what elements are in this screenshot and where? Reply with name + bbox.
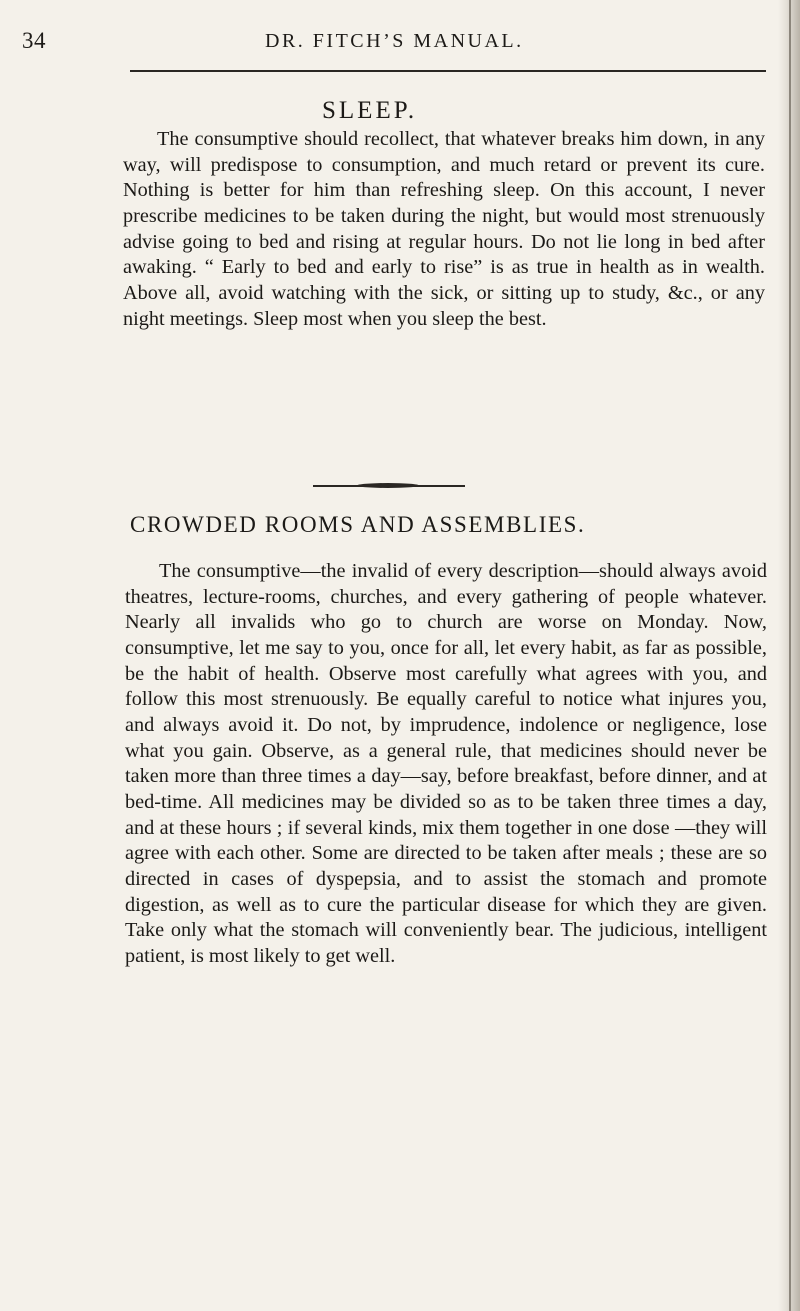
section-title-sleep: SLEEP. bbox=[322, 97, 418, 124]
section-body-sleep: The consumptive should recollect, that whatever breaks him down, in any way, will predispose to consumption, and much retard or prevent its cure. Nothing is better for him than refreshing sleep. On this account, I never prescribe medicines to be taken during the night, but would most strenuously advise going to bed and rising at regular hours. Do not lie long in bed after awaking. “ Early to bed and early to rise” is as true in health as in wealth. Above all, avoid watching with the sick, or sitting up to study, &c., or any night meetings. Sleep most when you sleep the best. bbox=[123, 128, 765, 330]
section-divider-ornament bbox=[357, 483, 419, 488]
page-number: 34 bbox=[22, 28, 46, 53]
section-body-crowded-rooms: The consumptive—the invalid of every description—should always avoid theatres, lecture-rooms, churches, and every gathering of people whatever. Nearly all invalids who go to church are worse on Monday. Now, consumptive, let me say to you, once for all, let every habit, as far as possible, be the habit of health. Observe most carefully what agrees with you, and follow this most strenuously. Be equally careful to notice what injures you, and always avoid it. Do not, by imprudence, indolence or negligence, lose what you gain. Observe, as a general rule, that medicines should never be taken more than three times a day—say, before breakfast, before dinner, and at bed-time. All medicines may be divided so as to be taken three times a day, and at these hours ; if several kinds, mix them together in one dose —they will agree with each other. Some are directed to be taken after meals ; these are so directed in cases of dyspepsia, and to assist the stomach and promote digestion, as well as to cure the particular disease for which they are given. Take only what the stomach will conveniently bear. The judicious, intelligent patient, is most likely to get well. bbox=[125, 560, 767, 967]
section-title-crowded-rooms: CROWDED ROOMS AND ASSEMBLIES. bbox=[130, 512, 586, 537]
header-rule bbox=[130, 70, 766, 72]
page-binding-line bbox=[789, 0, 791, 1311]
running-head: DR. FITCH’S MANUAL. bbox=[265, 30, 524, 52]
